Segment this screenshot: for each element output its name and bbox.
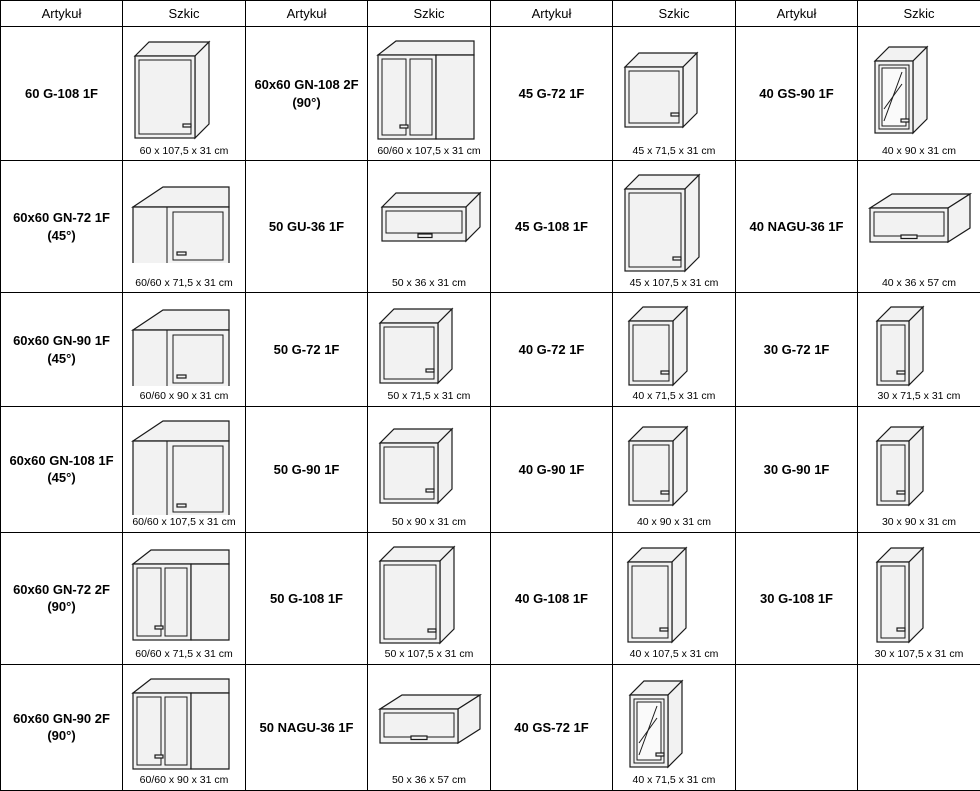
wall-cabinet-tall-slim-icon [858, 533, 980, 649]
article-code-cell: 40 NAGU-36 1F [736, 161, 858, 293]
wall-cabinet-tall-1door-icon [613, 161, 735, 277]
wall-cabinet-lift-up-icon [368, 161, 490, 277]
wall-cabinet-1door-icon [613, 27, 735, 145]
sketch-cell [123, 161, 246, 293]
column-header-sketch-1: Szkic [123, 1, 246, 27]
wall-cabinet-tall-1door-icon [123, 27, 245, 145]
dimension-label: 60/60 x 90 x 31 cm [139, 390, 229, 403]
dimension-label: 50 x 71,5 x 31 cm [387, 390, 471, 403]
wall-cabinet-hood-deep-icon [858, 161, 980, 277]
table-row [1, 293, 980, 407]
wall-cabinet-glass-narrow-icon [858, 27, 980, 145]
article-code-cell: 40 G-108 1F [491, 532, 613, 664]
sketch-cell [858, 532, 980, 664]
sketch-cell [368, 532, 491, 664]
wall-cabinet-tall-1door-icon [368, 533, 490, 649]
corner-cabinet-45-icon [123, 293, 245, 390]
sketch-cell [368, 664, 491, 790]
wall-cabinet-1door-icon [368, 293, 490, 390]
sketch-cell [613, 532, 736, 664]
dimension-label: 30 x 71,5 x 31 cm [877, 390, 961, 403]
sketch-cell [613, 161, 736, 293]
sketch-cell [858, 27, 980, 161]
dimension-label: 40 x 36 x 57 cm [881, 276, 957, 289]
corner-cabinet-90-icon [123, 533, 245, 649]
article-code-cell: 40 GS-90 1F [736, 27, 858, 161]
sketch-cell [613, 27, 736, 161]
corner-cabinet-45-icon [123, 161, 245, 277]
dimension-label: 60/60 x 107,5 x 31 cm [377, 144, 481, 157]
wall-cabinet-hood-deep-icon [368, 665, 490, 774]
dimension-label: 40 x 90 x 31 cm [636, 516, 712, 529]
article-code-cell: 40 G-72 1F [491, 293, 613, 407]
article-code-cell: 30 G-90 1F [736, 406, 858, 532]
article-code-cell: 50 GU-36 1F [246, 161, 368, 293]
sketch-cell [123, 406, 246, 532]
dimension-label: 40 x 107,5 x 31 cm [629, 648, 719, 661]
article-code-cell: 45 G-72 1F [491, 27, 613, 161]
column-header-sketch-4: Szkic [858, 1, 980, 27]
dimension-label: 45 x 107,5 x 31 cm [629, 276, 719, 289]
article-code-cell: 50 G-108 1F [246, 532, 368, 664]
empty-cell [858, 664, 980, 790]
column-header-sketch-3: Szkic [613, 1, 736, 27]
table-row [1, 664, 980, 790]
article-code-cell: 60x60 GN-90 1F (45°) [1, 293, 123, 407]
article-code-cell: 60x60 GN-72 2F (90°) [1, 532, 123, 664]
dimension-label: 50 x 36 x 31 cm [391, 276, 467, 289]
dimension-label: 40 x 71,5 x 31 cm [632, 390, 716, 403]
dimension-label: 60/60 x 107,5 x 31 cm [132, 516, 236, 529]
dimension-label: 50 x 36 x 57 cm [391, 774, 467, 787]
sketch-cell [123, 664, 246, 790]
wall-cabinet-glass-narrow-icon [613, 665, 735, 774]
sketch-cell [123, 293, 246, 407]
article-code-cell: 45 G-108 1F [491, 161, 613, 293]
article-code-cell: 60x60 GN-72 1F (45°) [1, 161, 123, 293]
wall-cabinet-1door-narrow-icon [613, 407, 735, 516]
sketch-cell [858, 161, 980, 293]
dimension-label: 60/60 x 71,5 x 31 cm [135, 648, 233, 661]
article-code-cell: 60x60 GN-108 1F (45°) [1, 406, 123, 532]
dimension-label: 30 x 90 x 31 cm [881, 516, 957, 529]
dimension-label: 45 x 71,5 x 31 cm [632, 144, 716, 157]
article-code-cell: 60x60 GN-108 2F (90°) [246, 27, 368, 161]
article-code-cell: 30 G-108 1F [736, 532, 858, 664]
column-header-article-4: Artykuł [736, 1, 858, 27]
dimension-label: 50 x 90 x 31 cm [391, 516, 467, 529]
article-code-cell: 30 G-72 1F [736, 293, 858, 407]
table-header [1, 1, 980, 27]
article-code-cell: 60 G-108 1F [1, 27, 123, 161]
corner-cabinet-90-icon [123, 665, 245, 774]
article-code-cell: 50 G-72 1F [246, 293, 368, 407]
header-row [1, 1, 980, 27]
table-row [1, 161, 980, 293]
sketch-cell [368, 293, 491, 407]
table-row [1, 406, 980, 532]
column-header-article-1: Artykuł [1, 1, 123, 27]
dimension-label: 40 x 71,5 x 31 cm [632, 774, 716, 787]
corner-cabinet-90-tall-icon [368, 27, 490, 145]
sketch-cell [368, 406, 491, 532]
column-header-sketch-2: Szkic [368, 1, 491, 27]
dimension-label: 60 x 107,5 x 31 cm [139, 144, 229, 157]
sketch-cell [858, 406, 980, 532]
wall-cabinet-tall-narrow-icon [613, 533, 735, 649]
sketch-cell [123, 27, 246, 161]
wall-cabinet-1door-slim-icon [858, 293, 980, 390]
sketch-cell [858, 293, 980, 407]
dimension-label: 60/60 x 90 x 31 cm [139, 774, 229, 787]
article-code-cell: 40 G-90 1F [491, 406, 613, 532]
dimension-label: 60/60 x 71,5 x 31 cm [135, 276, 233, 289]
table-row [1, 532, 980, 664]
wall-cabinet-1door-icon [368, 407, 490, 516]
article-code-cell: 40 GS-72 1F [491, 664, 613, 790]
sketch-cell [613, 664, 736, 790]
dimension-label: 50 x 107,5 x 31 cm [384, 648, 474, 661]
corner-cabinet-45-tall-icon [123, 407, 245, 516]
article-code-cell: 50 NAGU-36 1F [246, 664, 368, 790]
sketch-cell [613, 293, 736, 407]
dimension-label: 40 x 90 x 31 cm [881, 144, 957, 157]
table-body [1, 27, 980, 791]
column-header-article-2: Artykuł [246, 1, 368, 27]
article-code-cell: 60x60 GN-90 2F (90°) [1, 664, 123, 790]
sketch-cell [368, 27, 491, 161]
sketch-cell [123, 532, 246, 664]
wall-cabinet-1door-narrow-icon [613, 293, 735, 390]
empty-cell [736, 664, 858, 790]
article-code-cell: 50 G-90 1F [246, 406, 368, 532]
column-header-article-3: Artykuł [491, 1, 613, 27]
table-row [1, 27, 980, 161]
sketch-cell [613, 406, 736, 532]
sketch-cell [368, 161, 491, 293]
dimension-label: 30 x 107,5 x 31 cm [874, 648, 964, 661]
wall-cabinet-1door-slim-icon [858, 407, 980, 516]
